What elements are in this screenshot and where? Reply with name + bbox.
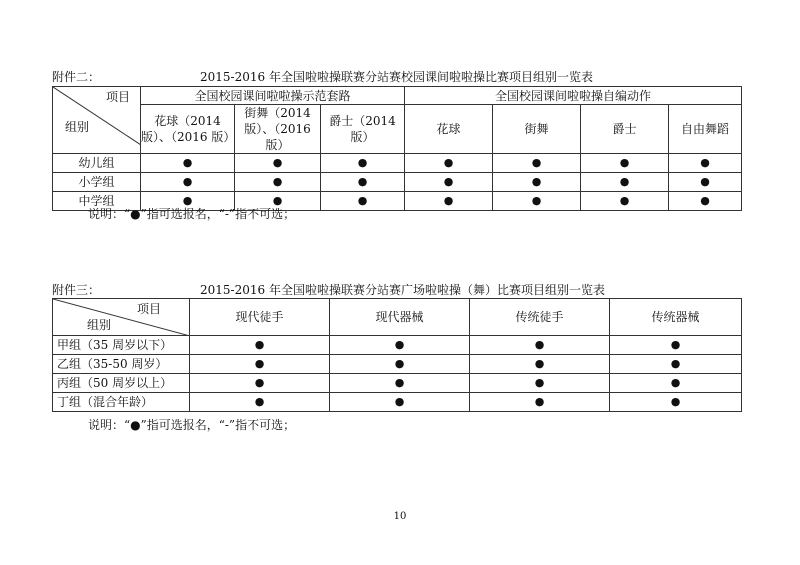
annex3-table xyxy=(52,298,742,412)
mark-cell: ● xyxy=(330,336,470,355)
row-label: 小学组 xyxy=(53,173,141,192)
mark-cell: ● xyxy=(493,154,581,173)
row-label: 幼儿组 xyxy=(53,154,141,173)
mark-cell: ● xyxy=(669,154,742,173)
annex2-title: 2015-2016 年全国啦啦操联赛分站赛校园课间啦啦操比赛项目组别一览表 xyxy=(200,70,593,84)
col-header: 现代器械 xyxy=(330,299,470,336)
mark-cell: ● xyxy=(669,192,742,211)
mark-cell: ● xyxy=(610,393,742,412)
col-header: 花球 xyxy=(405,105,493,154)
corner-label-item: 项目 xyxy=(136,302,161,316)
mark-cell: ● xyxy=(190,336,330,355)
mark-cell: ● xyxy=(235,154,321,173)
mark-cell: ● xyxy=(321,154,405,173)
col-header: 传统器械 xyxy=(610,299,742,336)
col-header: 街舞（2014 版）、（2016 版） xyxy=(235,105,321,154)
annex3-note: 说明：“●”指可选报名，“-”指不可选； xyxy=(88,418,296,432)
page-number: 10 xyxy=(393,511,407,522)
mark-cell: ● xyxy=(405,192,493,211)
mark-cell: ● xyxy=(321,173,405,192)
mark-cell: ● xyxy=(330,393,470,412)
mark-cell: ● xyxy=(610,355,742,374)
mark-cell: ● xyxy=(610,336,742,355)
table-row xyxy=(53,336,742,355)
annex3-label: 附件三： xyxy=(52,283,101,297)
mark-cell: ● xyxy=(493,173,581,192)
mark-cell: ● xyxy=(190,374,330,393)
col-header: 爵士（2014 版） xyxy=(321,105,405,154)
row-label: 乙组（35-50 周岁） xyxy=(53,355,190,374)
mark-cell: ● xyxy=(330,374,470,393)
corner-label-item: 项目 xyxy=(105,90,130,104)
mark-cell: ● xyxy=(141,154,235,173)
mark-cell: ● xyxy=(470,374,610,393)
mark-cell: ● xyxy=(581,173,669,192)
row-label: 丙组（50 周岁以上） xyxy=(53,374,190,393)
mark-cell: ● xyxy=(470,336,610,355)
group-header-self: 全国校园课间啦啦操自编动作 xyxy=(405,87,742,105)
row-label: 丁组（混合年龄） xyxy=(53,393,190,412)
annex2-label: 附件二： xyxy=(52,70,101,84)
mark-cell: ● xyxy=(669,173,742,192)
mark-cell: ● xyxy=(581,192,669,211)
annex3-corner-cell xyxy=(53,299,190,336)
mark-cell: ● xyxy=(330,355,470,374)
table-row xyxy=(53,355,742,374)
mark-cell: ● xyxy=(470,355,610,374)
col-header: 花球（2014 版）、（2016 版） xyxy=(141,105,235,154)
annex2-note: 说明：“●”指可选报名，“-”指不可选； xyxy=(88,207,296,221)
table-row xyxy=(53,374,742,393)
corner-label-group: 组别 xyxy=(65,120,90,134)
mark-cell: ● xyxy=(141,192,235,211)
col-header: 街舞 xyxy=(493,105,581,154)
mark-cell: ● xyxy=(581,154,669,173)
mark-cell: ● xyxy=(235,192,321,211)
col-header: 自由舞蹈 xyxy=(669,105,742,154)
mark-cell: ● xyxy=(190,393,330,412)
corner-label-group: 组别 xyxy=(87,318,112,332)
row-label: 中学组 xyxy=(53,192,141,211)
mark-cell: ● xyxy=(190,355,330,374)
annex3-title: 2015-2016 年全国啦啦操联赛分站赛广场啦啦操（舞）比赛项目组别一览表 xyxy=(200,283,605,297)
annex2-table xyxy=(52,86,742,211)
mark-cell: ● xyxy=(235,173,321,192)
col-header: 现代徒手 xyxy=(190,299,330,336)
annex2-corner-cell xyxy=(53,87,141,154)
mark-cell: ● xyxy=(405,154,493,173)
col-header: 爵士 xyxy=(581,105,669,154)
mark-cell: ● xyxy=(405,173,493,192)
table-row xyxy=(53,154,742,173)
mark-cell: ● xyxy=(321,192,405,211)
mark-cell: ● xyxy=(141,173,235,192)
diagonal-line xyxy=(53,299,190,336)
table-row xyxy=(53,393,742,412)
group-header-demo: 全国校园课间啦啦操示范套路 xyxy=(141,87,405,105)
table-row xyxy=(53,173,742,192)
mark-cell: ● xyxy=(470,393,610,412)
mark-cell: ● xyxy=(610,374,742,393)
row-label: 甲组（35 周岁以下） xyxy=(53,336,190,355)
col-header: 传统徒手 xyxy=(470,299,610,336)
mark-cell: ● xyxy=(493,192,581,211)
